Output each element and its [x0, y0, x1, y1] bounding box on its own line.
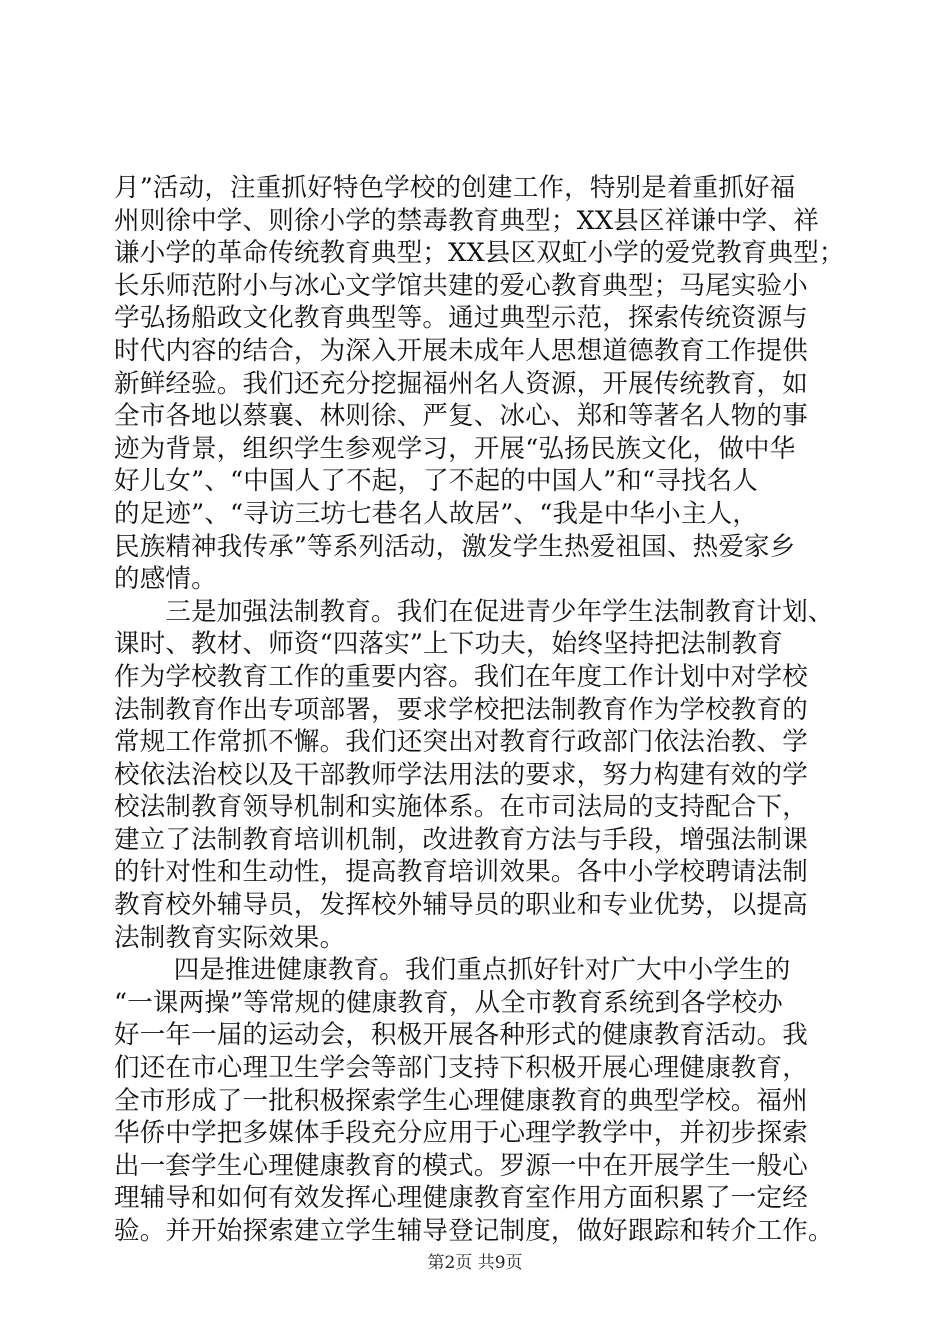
text-line: 校依法治校以及干部教师学法用法的要求，努力构建有效的学 [114, 759, 808, 790]
text-line: 的感情。 [114, 564, 217, 595]
text-line: 的足迹”、“寻访三坊七巷名人故居”、“我是中华小主人， [114, 498, 759, 529]
text-line: 迹为背景，组织学生参观学习，开展“弘扬民族文化，做中华 [114, 433, 796, 464]
text-line: 民族精神我传承”等系列活动，激发学生热爱祖国、热爱家乡 [114, 531, 796, 562]
page-number-footer: 第2页 共9页 [427, 1253, 523, 1273]
text-line: 全市各地以蔡襄、林则徐、严复、冰心、郑和等著名人物的事 [114, 401, 808, 432]
text-line: 法制教育实际效果。 [114, 922, 346, 953]
text-line: 建立了法制教育培训机制，改进教育方法与手段，增强法制课 [114, 824, 808, 855]
text-line: 验。并开始探索建立学生辅导登记制度，做好跟踪和转介工作。 [114, 1216, 834, 1246]
text-line: 华侨中学把多媒体手段充分应用于心理学教学中，并初步探索 [114, 1118, 808, 1149]
text-line: 理辅导和如何有效发挥心理健康教育室作用方面积累了一定经 [114, 1183, 808, 1214]
text-line: 四是推进健康教育。我们重点抓好针对广大中小学生的 [114, 955, 791, 986]
text-line: 的针对性和生动性，提高教育培训效果。各中小学校聘请法制 [114, 857, 808, 888]
text-line: 校法制教育领导机制和实施体系。在市司法局的支持配合下， [114, 792, 808, 823]
text-line: 作为学校教育工作的重要内容。我们在年度工作计划中对学校 [114, 661, 808, 692]
text-line: 好一年一届的运动会，积极开展各种形式的健康教育活动。我 [114, 1020, 808, 1051]
body-text [114, 172, 844, 1248]
text-line: 长乐师范附小与冰心文学馆共建的爱心教育典型；马尾实验小 [114, 270, 808, 301]
text-line: 们还在市心理卫生学会等部门支持下积极开展心理健康教育， [114, 1053, 808, 1084]
text-line: 谦小学的革命传统教育典型；XX县区双虹小学的爱党教育典型； [114, 238, 845, 269]
text-line: 课时、教材、师资“四落实”上下功夫，始终坚持把法制教育 [114, 629, 783, 660]
text-line: 教育校外辅导员，发挥校外辅导员的职业和专业优势，以提高 [114, 890, 808, 921]
text-line: 新鲜经验。我们还充分挖掘福州名人资源，开展传统教育，如 [114, 368, 808, 399]
text-line: 三是加强法制教育。我们在促进青少年学生法制教育计划、 [114, 596, 834, 627]
text-line: “一课两操”等常规的健康教育，从全市教育系统到各学校办 [114, 987, 783, 1018]
text-line: 好儿女”、“中国人了不起，了不起的中国人”和“寻找名人 [114, 466, 759, 497]
text-line: 时代内容的结合，为深入开展未成年人思想道德教育工作提供 [114, 335, 808, 366]
text-line: 全市形成了一批积极探索学生心理健康教育的典型学校。福州 [114, 1085, 808, 1116]
text-line: 学弘扬船政文化教育典型等。通过典型示范，探索传统资源与 [114, 303, 808, 334]
text-line: 出一套学生心理健康教育的模式。罗源一中在开展学生一般心 [114, 1150, 808, 1181]
text-line: 常规工作常抓不懈。我们还突出对教育行政部门依法治教、学 [114, 727, 808, 758]
text-line: 月”活动，注重抓好特色学校的创建工作，特别是着重抓好福 [114, 173, 796, 203]
text-line: 州则徐中学、则徐小学的禁毒教育典型；XX县区祥谦中学、祥 [114, 205, 819, 236]
text-line: 法制教育作出专项部署，要求学校把法制教育作为学校教育的 [114, 694, 808, 725]
